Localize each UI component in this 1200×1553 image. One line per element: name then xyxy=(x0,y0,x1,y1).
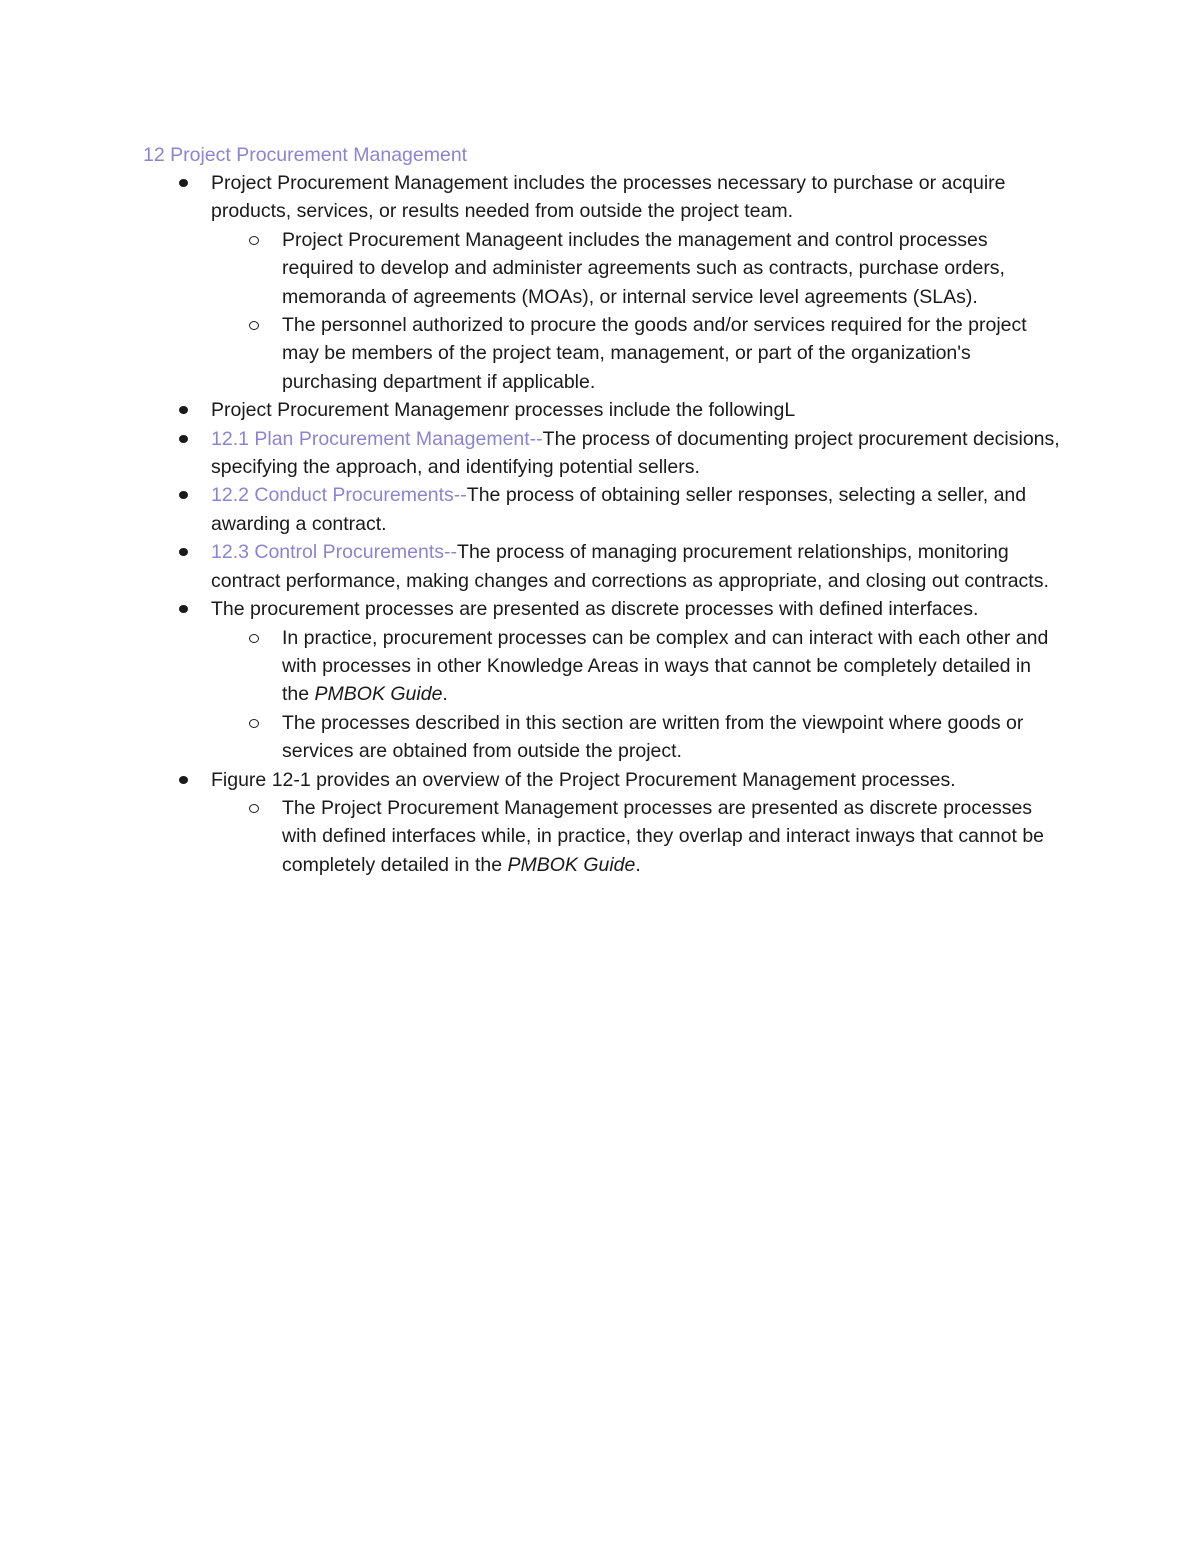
list-item-text: Project Procurement Management includes the processes necessary to purchase or acquire products, services, or results needed from outside the project team. xyxy=(211,172,1006,223)
filled-bullet-icon xyxy=(179,491,188,499)
list-item xyxy=(0,624,1052,709)
filled-bullet-icon xyxy=(179,548,188,556)
list-item xyxy=(0,169,1061,226)
list-item xyxy=(0,396,1061,424)
list-item xyxy=(0,794,1052,879)
hollow-bullet-icon xyxy=(249,719,259,728)
list-item-text: The processes described in this section are written from the viewpoint where goods or services are obtained from outside the project. xyxy=(282,711,1024,763)
hollow-bullet-icon xyxy=(249,634,259,643)
hollow-bullet-icon xyxy=(249,804,259,813)
pmbok-guide-title: PMBOK Guide xyxy=(314,683,443,706)
list-item-text: The process of documenting project procurement decisions, specifying the approach, and identifying potential sellers. xyxy=(211,427,1060,479)
list-item xyxy=(0,425,1061,482)
section-heading: 12 Project Procurement Management xyxy=(143,144,468,166)
list-item-text: The personnel authorized to procure the goods and/or services required for the project may be members of the project team, management, or part of the organization's purchasing department if applicable. xyxy=(282,314,1027,393)
process-link-plan-procurement[interactable]: 12.1 Plan Procurement Management-- xyxy=(211,427,543,450)
list-item-text: Project Procurement Managemenr processes include the followingL xyxy=(211,399,796,422)
pmbok-guide-title: PMBOK Guide xyxy=(507,853,636,876)
bullet-list xyxy=(0,169,1200,879)
list-item xyxy=(0,481,1061,538)
list-item-text: The process of obtaining seller responses, selecting a seller, and awarding a contract. xyxy=(211,484,1027,535)
list-item xyxy=(0,709,1052,766)
filled-bullet-icon xyxy=(179,179,188,187)
filled-bullet-icon xyxy=(179,605,188,613)
list-item-text: The procurement processes are presented as discrete processes with defined interfaces. xyxy=(211,598,979,621)
hollow-bullet-icon xyxy=(249,321,259,330)
filled-bullet-icon xyxy=(179,776,188,784)
list-item xyxy=(0,595,1061,623)
list-item-text: Project Procurement Manageent includes the management and control processes required to develop and administer agreements such as contracts, purchase orders, memoranda of agreements (MOAs), or internal service level agreements (SLAs). xyxy=(282,228,1005,308)
process-link-control-procurements[interactable]: 12.3 Control Procurements-- xyxy=(211,541,458,564)
list-item xyxy=(0,766,1061,794)
list-item-text: In practice, procurement processes can be complex and can interact with each other and with processes in other Knowledge Areas in ways that cannot be completely detailed in the xyxy=(282,626,1049,706)
filled-bullet-icon xyxy=(179,435,188,443)
hollow-bullet-icon xyxy=(249,236,259,245)
list-item-tail: . xyxy=(635,853,641,876)
filled-bullet-icon xyxy=(179,406,188,414)
list-item-text: The Project Procurement Management processes are presented as discrete processes with defined interfaces while, in practice, they overlap and interact inways that cannot be completely detailed in the xyxy=(282,796,1045,876)
list-item-tail: . xyxy=(442,683,448,706)
list-item-text: Figure 12-1 provides an overview of the Project Procurement Management processes. xyxy=(211,768,956,791)
list-item-text: The process of managing procurement relationships, monitoring contract performance, making changes and corrections as appropriate, and closing out contracts. xyxy=(211,541,1049,592)
list-item xyxy=(0,538,1061,595)
process-link-conduct-procurements[interactable]: 12.2 Conduct Procurements-- xyxy=(211,484,467,507)
list-item xyxy=(0,226,1052,311)
list-item xyxy=(0,311,1052,396)
